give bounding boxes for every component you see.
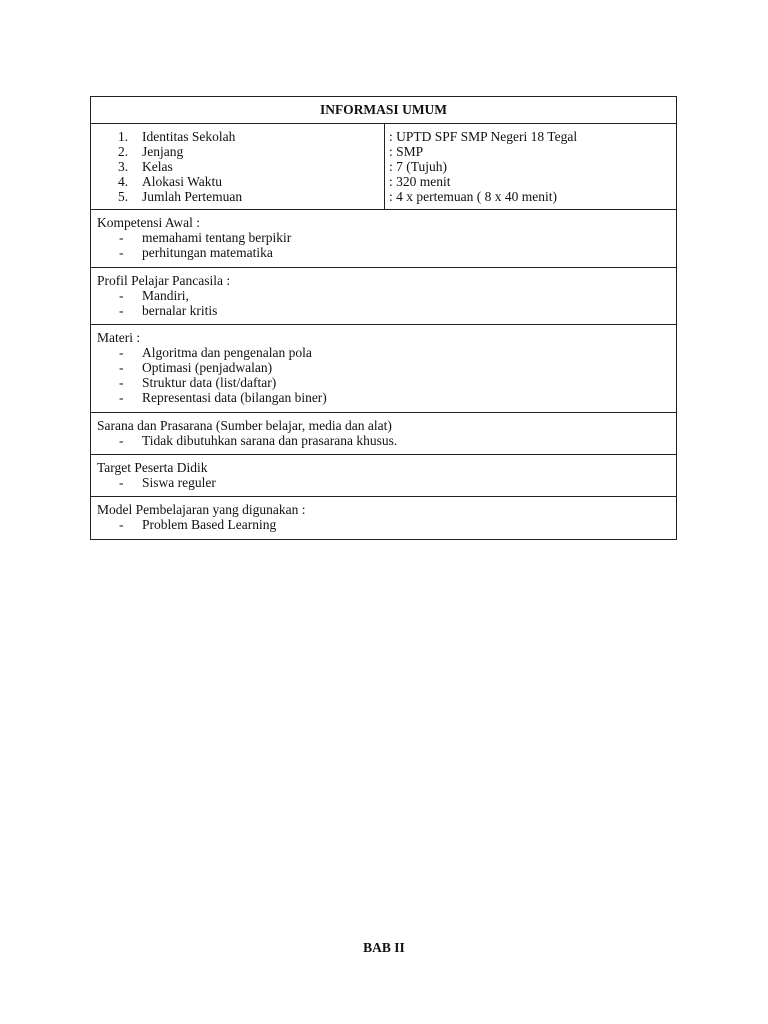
list-item bbox=[97, 517, 676, 532]
item-text: Siswa reguler bbox=[142, 475, 216, 490]
identity-label bbox=[118, 144, 384, 159]
section-sarana-prasarana bbox=[91, 413, 676, 455]
list-item bbox=[97, 345, 676, 360]
identity-label bbox=[118, 174, 384, 189]
section-heading: Target Peserta Didik bbox=[97, 460, 208, 475]
bullet: - bbox=[119, 288, 124, 303]
list-number: 2. bbox=[118, 144, 129, 159]
bullet: - bbox=[119, 375, 124, 390]
section-profil-pelajar bbox=[91, 268, 676, 325]
section-heading: Kompetensi Awal : bbox=[97, 215, 200, 230]
identity-value: : 4 x pertemuan ( 8 x 40 menit) bbox=[389, 189, 557, 204]
bullet: - bbox=[119, 345, 124, 360]
list-number: 1. bbox=[118, 129, 129, 144]
list-item bbox=[97, 475, 676, 490]
identity-value: : SMP bbox=[389, 144, 424, 159]
list-item bbox=[97, 245, 676, 260]
item-text: Mandiri, bbox=[142, 288, 189, 303]
item-text: Problem Based Learning bbox=[142, 517, 277, 532]
list-item bbox=[97, 303, 676, 318]
identity-values bbox=[385, 124, 676, 209]
table-title: INFORMASI UMUM bbox=[91, 97, 676, 124]
item-text: Representasi data (bilangan biner) bbox=[142, 390, 327, 405]
list-item bbox=[97, 390, 676, 405]
identity-row bbox=[91, 124, 676, 210]
identity-value: : 7 (Tujuh) bbox=[389, 159, 448, 174]
section-heading: Model Pembelajaran yang digunakan : bbox=[97, 502, 306, 517]
info-table bbox=[90, 96, 677, 540]
identity-label bbox=[118, 129, 384, 144]
label-text: Kelas bbox=[142, 159, 173, 174]
list-item bbox=[97, 433, 676, 448]
bullet: - bbox=[119, 230, 124, 245]
list-number: 3. bbox=[118, 159, 129, 174]
section-heading: Profil Pelajar Pancasila : bbox=[97, 273, 231, 288]
label-text: Jumlah Pertemuan bbox=[142, 189, 243, 204]
label-text: Identitas Sekolah bbox=[142, 129, 236, 144]
bullet: - bbox=[119, 360, 124, 375]
identity-value: : UPTD SPF SMP Negeri 18 Tegal bbox=[389, 129, 578, 144]
list-item bbox=[97, 360, 676, 375]
bullet: - bbox=[119, 475, 124, 490]
bullet: - bbox=[119, 245, 124, 260]
item-text: bernalar kritis bbox=[142, 303, 218, 318]
section-target-peserta bbox=[91, 455, 676, 497]
item-text: Algoritma dan pengenalan pola bbox=[142, 345, 312, 360]
item-text: perhitungan matematika bbox=[142, 245, 273, 260]
chapter-heading: BAB II bbox=[363, 940, 405, 955]
list-number: 4. bbox=[118, 174, 129, 189]
identity-label bbox=[118, 159, 384, 174]
section-kompetensi-awal bbox=[91, 210, 676, 268]
identity-labels bbox=[91, 124, 385, 209]
identity-value: : 320 menit bbox=[389, 174, 451, 189]
section-heading: Sarana dan Prasarana (Sumber belajar, media dan alat) bbox=[97, 418, 392, 433]
item-text: Optimasi (penjadwalan) bbox=[142, 360, 273, 375]
label-text: Jenjang bbox=[142, 144, 184, 159]
list-number: 5. bbox=[118, 189, 129, 204]
item-text: Tidak dibutuhkan sarana dan prasarana khusus. bbox=[142, 433, 398, 448]
list-item bbox=[97, 288, 676, 303]
list-item bbox=[97, 230, 676, 245]
bullet: - bbox=[119, 303, 124, 318]
section-model-pembelajaran bbox=[91, 497, 676, 539]
label-text: Alokasi Waktu bbox=[142, 174, 223, 189]
identity-label bbox=[118, 189, 384, 204]
item-text: memahami tentang berpikir bbox=[142, 230, 292, 245]
list-item bbox=[97, 375, 676, 390]
bullet: - bbox=[119, 390, 124, 405]
section-heading: Materi : bbox=[97, 330, 141, 345]
bullet: - bbox=[119, 517, 124, 532]
section-materi bbox=[91, 325, 676, 413]
bullet: - bbox=[119, 433, 124, 448]
item-text: Struktur data (list/daftar) bbox=[142, 375, 277, 390]
